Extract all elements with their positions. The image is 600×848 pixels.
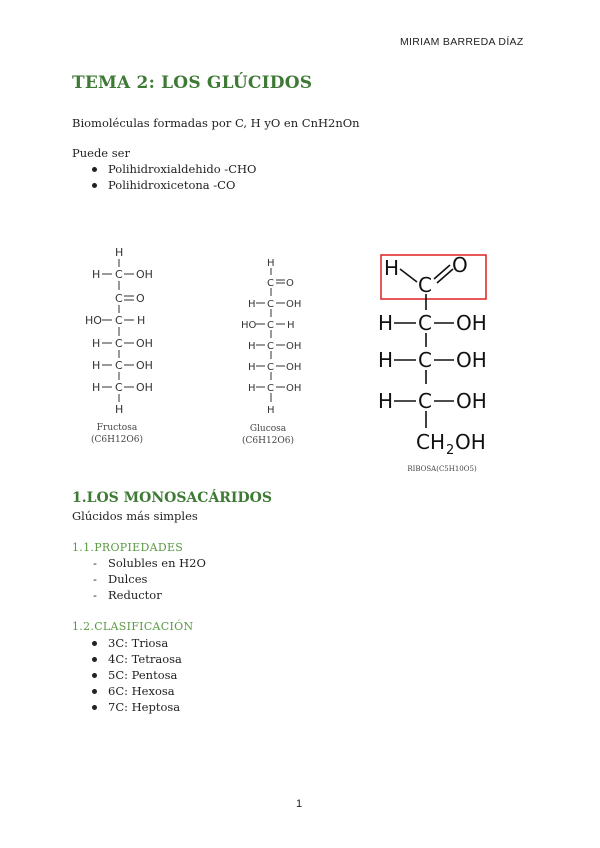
list-item: 4C: Tetraosa bbox=[90, 651, 182, 667]
atom-label: H bbox=[287, 320, 295, 331]
atom-label: OH bbox=[136, 359, 153, 372]
atom-label: OH bbox=[136, 268, 153, 281]
atom-label: C bbox=[418, 389, 432, 413]
atom-label: OH bbox=[136, 337, 153, 350]
author-header: MIRIAM BARREDA DÍAZ bbox=[400, 36, 524, 48]
atom-label: OH bbox=[136, 381, 153, 394]
atom-label: C bbox=[267, 362, 274, 373]
ribosa-structure bbox=[370, 248, 510, 463]
atom-label: O bbox=[452, 253, 468, 277]
atom-label: H bbox=[92, 359, 101, 372]
page-number: 1 bbox=[296, 798, 303, 810]
list-item: 3C: Triosa bbox=[90, 635, 182, 651]
list-item: - Reductor bbox=[90, 587, 206, 603]
atom-label: OH bbox=[286, 362, 302, 373]
atom-label: OH bbox=[455, 430, 486, 454]
atom-label: OH bbox=[286, 383, 302, 394]
section-subtitle: Glúcidos más simples bbox=[72, 509, 198, 523]
atom-label: H bbox=[92, 268, 101, 281]
atom-label: O bbox=[136, 292, 145, 305]
atom-label: C bbox=[418, 348, 432, 372]
atom-label: H bbox=[137, 314, 146, 327]
atom-label: HO bbox=[85, 314, 102, 327]
subsection-heading-propiedades: 1.1.PROPIEDADES bbox=[72, 541, 184, 554]
document-title: TEMA 2: LOS GLÚCIDOS bbox=[72, 73, 313, 93]
ribosa-caption: RIBOSA(C5H10O5) bbox=[407, 465, 477, 473]
glucosa-structure bbox=[238, 252, 328, 432]
atom-label: H bbox=[115, 403, 124, 416]
propiedades-list bbox=[90, 555, 206, 603]
atom-label: H bbox=[92, 381, 101, 394]
atom-label: H bbox=[248, 383, 256, 394]
intro-text: Biomoléculas formadas por C, H yO en CnH2nOn bbox=[72, 116, 360, 130]
atom-label: O bbox=[286, 278, 294, 289]
list-item: 6C: Hexosa bbox=[90, 683, 182, 699]
list-item: Polihidroxicetona -CO bbox=[90, 177, 256, 193]
atom-label: C bbox=[115, 314, 123, 327]
atom-label: H bbox=[248, 299, 256, 310]
atom-label: C bbox=[267, 383, 274, 394]
glucosa-caption-formula: (C6H12O6) bbox=[241, 436, 295, 446]
atom-label: H bbox=[248, 362, 256, 373]
atom-label: C bbox=[115, 381, 123, 394]
atom-label: OH bbox=[456, 311, 487, 335]
list-item: 7C: Heptosa bbox=[90, 699, 182, 715]
atom-label: H bbox=[92, 337, 101, 350]
atom-label: 2 bbox=[446, 443, 455, 458]
list-item: - Dulces bbox=[90, 571, 206, 587]
atom-label: OH bbox=[456, 389, 487, 413]
atom-label: C bbox=[115, 292, 123, 305]
atom-label: C bbox=[418, 273, 432, 297]
atom-label: C bbox=[267, 278, 274, 289]
atom-label: H bbox=[384, 256, 400, 280]
atom-label: C bbox=[267, 341, 274, 352]
atom-label: OH bbox=[286, 299, 302, 310]
atom-label: OH bbox=[286, 341, 302, 352]
atom-label: C bbox=[115, 359, 123, 372]
atom-label: C bbox=[267, 299, 274, 310]
atom-label: H bbox=[115, 246, 124, 259]
atom-label: C bbox=[418, 311, 432, 335]
puede-ser-label: Puede ser bbox=[72, 146, 130, 160]
puede-ser-list bbox=[90, 161, 256, 193]
list-item: - Solubles en H2O bbox=[90, 555, 206, 571]
fructosa-caption-name: Fructosa bbox=[96, 423, 138, 433]
atom-label: C bbox=[115, 268, 123, 281]
atom-label: C bbox=[115, 337, 123, 350]
atom-label: H bbox=[248, 341, 256, 352]
atom-label: H bbox=[378, 348, 394, 372]
atom-label: C bbox=[267, 320, 274, 331]
atom-label: H bbox=[378, 389, 394, 413]
atom-label: H bbox=[267, 258, 275, 269]
atom-label: H bbox=[267, 405, 275, 416]
subsection-heading-clasificacion: 1.2.CLASIFICACIÓN bbox=[72, 620, 194, 633]
atom-label: CH bbox=[416, 430, 446, 454]
clasificacion-list bbox=[90, 635, 182, 715]
atom-label: HO bbox=[241, 320, 257, 331]
atom-label: H bbox=[378, 311, 394, 335]
fructosa-caption-formula: (C6H12O6) bbox=[90, 435, 144, 445]
glucosa-caption-name: Glucosa bbox=[249, 424, 287, 434]
list-item: 5C: Pentosa bbox=[90, 667, 182, 683]
atom-label: OH bbox=[456, 348, 487, 372]
section-heading-monosacaridos: 1.LOS MONOSACÁRIDOS bbox=[72, 490, 272, 506]
list-item: Polihidroxialdehido -CHO bbox=[90, 161, 256, 177]
